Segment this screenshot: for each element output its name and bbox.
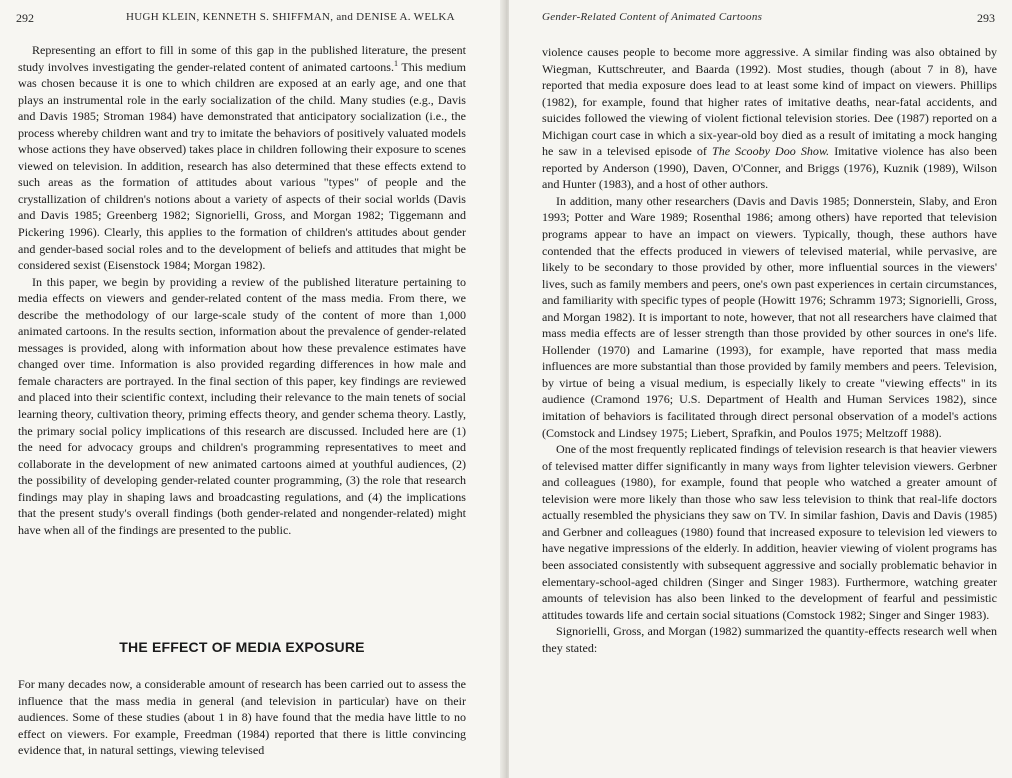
footnote-marker: 1: [393, 58, 398, 68]
paragraph-researchers: In addition, many other researchers (Davis and Davis 1985; Donnerstein, Slaby, and Eron 1993; Potter and Ware 1989; Rosenthal 1986; among others) have reported that television programs appear to have an impact on viewers. Typically, though, these authors have contended that the effects produced in viewers of televised material, while pervasive, are likely to be secondary to those provided by other, more influential sources in the viewers' lives, such as family members and peers, one's own past experiences in certain circumstances, and familiarity with specific types of people (Howitt 1976; Schramm 1973; Signorielli, Gross, and Morgan 1982). It is important to note, however, that not all researchers have claimed that mass media effects are of lesser strength than those provided by other sources in one's life. Hollender (1970) and Lamarine (1993), for example, have reported that mass media influences are more substantial than those provided by family members and peers. Television, by virtue of being a visual medium, is especially likely to create "viewing effects" in its audience (Cramond 1976; U.S. Department of Health and Human Services 1982), since imitation of behaviors is facilitated through direct personal observation of a model's actions (Comstock and Lindsey 1975; Liebert, Sprafkin, and Poulos 1975; Meltzoff 1988).: [542, 193, 997, 440]
paragraph-intro-continued: This medium was chosen because it is one to which children are exposed at an early age, and one that plays an instrumental role in the early socialization of the child. Many studies (e.g., Davis and Davis 1985; Stroman 1984) have demonstrated that anticipatory socialization (i.e., the process whereby children want and try to imitate the behaviors of positively valuated models whose actions they have observed) takes place in children following their exposure to scenes viewed on television. In addition, research has also determined that these effects extend to such areas as the formation of attitudes about various "types" of people and the crystallization of children's notions about a variety of aspects of their social worlds (Davis and Davis 1985; Greenberg 1982; Signorielli, Gross, and Morgan 1982; Tiggemann and Pickering 1996). Clearly, this applies to the formation of children's attitudes about gender and gender-based social roles and to the development of beliefs and attitudes that might be considered sexist (Eisenstock 1984; Morgan 1982).: [18, 59, 466, 273]
paragraph-quote-intro: Signorielli, Gross, and Morgan (1982) summarized the quantity-effects research well when they stated:: [542, 624, 997, 655]
left-body-text: [18, 42, 466, 538]
paragraph-continued: [542, 44, 997, 193]
right-page: [509, 0, 1012, 778]
left-section-text: [18, 676, 466, 759]
paragraph-overview: In this paper, we begin by providing a review of the published literature pertaining to media effects on viewers and gender-related content of the mass media. From there, we describe the methodology of our large-scale study of the content of more than 1,000 animated cartoons. In the results section, information about the prevalence of gender-related messages is provided, along with information about how these prevalence estimates have changed over time. Information is also provided regarding differences in how male and female characters are portrayed. In the final section of this paper, key findings are reviewed and placed into their scientific context, including their relevance to the main tenets of social learning theory, cultivation theory, priming effects theory, and gender schema theory. Lastly, the primary social policy implications of this research are discussed. Included here are (1) the need for advocacy groups and children's programming representatives to meet and collaborate in the development of new animated cartoons aimed at youthful audiences, (2) the possibility of developing gender-related counter programming, (3) the role that research findings may play in shaping laws and broadcasting regulations, and (4) the implications that the present study's overall findings (both gender-related and nongender-related) might have when all of the findings are presented to the public.: [18, 274, 466, 537]
paragraph-intro: [18, 42, 466, 274]
paragraph-continued-text: violence causes people to become more aggressive. A similar finding was also obtained by Wiegman, Kuttschreuter, and Baarda (1992). Most studies, though (about 7 in 8), have reported that media exposure does lead to at least some kind of impact on viewers. Phillips (1982), for example, found that higher rates of imitative deaths, near-fatal accidents, and suicides followed the viewing of violent fictional television stories. Dee (1987) reported on a Michigan court case in which a six-year-old boy died as a result of imitating a mock hanging he saw in a televised episode of: [542, 45, 997, 159]
paragraph-heavy-viewers: One of the most frequently replicated findings of television research is that heavier viewers of televised matter differ significantly in many ways from lighter television viewers. Gerbner and colleagues (1980), for example, found that people who watched a greater amount of television were more likely than those who saw less television to think that real-life doctors actually resembled the physicians they saw on TV. In similar fashion, Davis and Davis (1985) and Gerbner and colleagues (1980) found that increased exposure to television led viewers to have negative impressions of the elderly. In addition, heavier viewing of violent programs has been associated consistently with subsequent aggressive and socially problematic behavior in elementary-school-aged children (Singer and Singer 1983). Furthermore, watching greater amounts of television has also been linked to the development of fearful and pessimistic attitudes towards life and certain social situations (Comstock 1982; Singer and Singer 1983).: [542, 442, 997, 622]
page-number-left: 292: [16, 11, 34, 25]
left-page: [0, 0, 503, 778]
page-number-right: 293: [977, 11, 995, 25]
running-head-authors: HUGH KLEIN, KENNETH S. SHIFFMAN, and DENISE A. WELKA: [126, 11, 455, 23]
running-head-title: Gender-Related Content of Animated Cartoons: [542, 11, 763, 23]
right-body-text: [542, 44, 997, 656]
show-title: The Scooby Doo Show.: [712, 144, 830, 159]
section-heading: THE EFFECT OF MEDIA EXPOSURE: [119, 639, 365, 655]
paragraph-continued-end: Imitative violence has also been reported by Anderson (1990), Daven, O'Conner, and Briggs (1976), Kuznik (1989), Wilson and Hunter (1983), and a host of other authors.: [542, 144, 997, 192]
paragraph-intro-text: Representing an effort to fill in some of this gap in the published literature, the present study involves investigating the gender-related content of animated cartoons.: [18, 43, 466, 74]
paragraph-section-start: For many decades now, a considerable amount of research has been carried out to assess the influence that the mass media in general (and television in particular) have on their audiences. Some of these studies (about 1 in 8) have found that the media have little to no effect on viewers. For example, Freedman (1984) reported that there is little convincing evidence that, in natural settings, viewing televised: [18, 677, 466, 758]
